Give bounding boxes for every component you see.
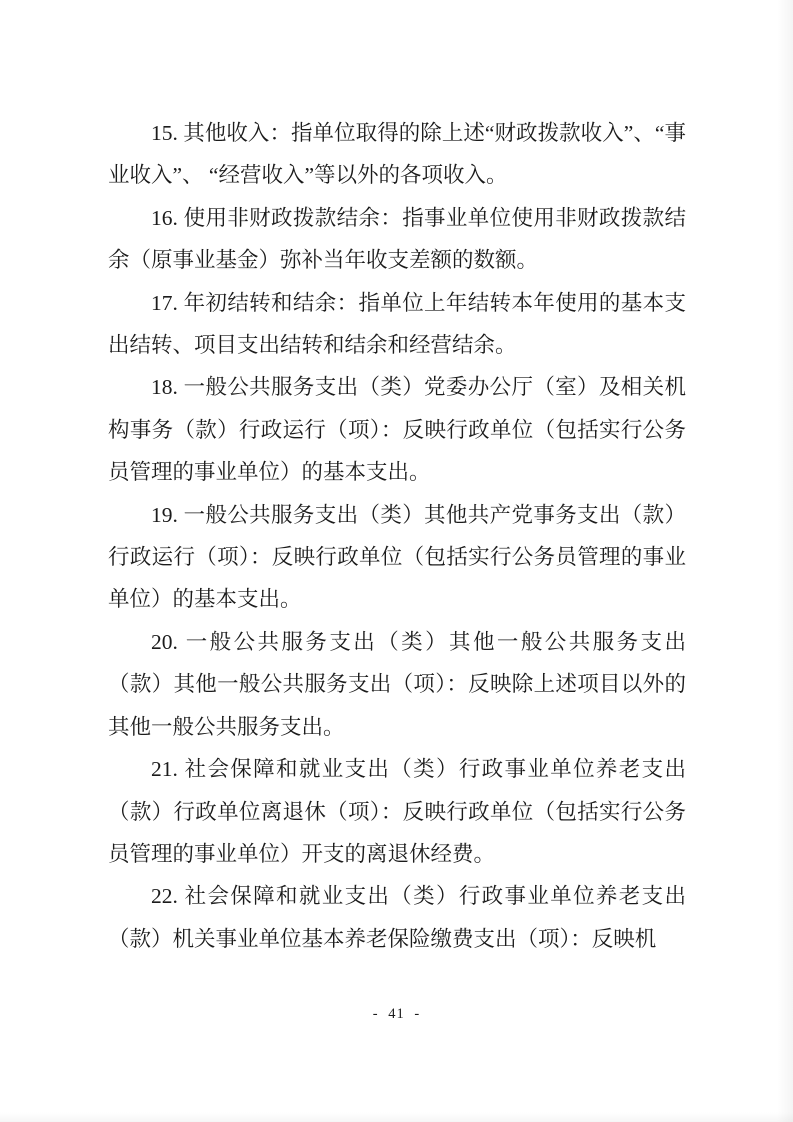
paragraph-item-18: 18. 一般公共服务支出（类）党委办公厅（室）及相关机构事务（款）行政运行（项）：反映行政单位（包括实行公务员管理的事业单位）的基本支出。	[108, 375, 686, 485]
scan-shadow-right	[777, 0, 793, 1122]
page-body	[108, 112, 686, 960]
paragraph-item-16: 16. 使用非财政拨款结余：指事业单位使用非财政拨款结余（原事业基金）弥补当年收支差额的数额。	[108, 205, 686, 273]
paragraph-item-19: 19. 一般公共服务支出（类）其他共产党事务支出（款）行政运行（项）：反映行政单位（包括实行公务员管理的事业单位）的基本支出。	[108, 502, 686, 612]
paragraph-item-20: 20. 一般公共服务支出（类）其他一般公共服务支出（款）其他一般公共服务支出（项）：反映除上述项目以外的其他一般公共服务支出。	[108, 629, 686, 739]
paragraph-item-17: 17. 年初结转和结余：指单位上年结转本年使用的基本支出结转、项目支出结转和结余和经营结余。	[108, 290, 686, 358]
page-number: - 41 -	[372, 1006, 421, 1022]
paragraph-item-21: 21. 社会保障和就业支出（类）行政事业单位养老支出（款）行政单位离退休（项）：反映行政单位（包括实行公务员管理的事业单位）开支的离退休经费。	[108, 757, 686, 866]
paragraph-item-22: 22. 社会保障和就业支出（类）行政事业单位养老支出（款）机关事业单位基本养老保险缴费支出（项）：反映机	[108, 884, 686, 951]
paragraph-item-15: 15. 其他收入：指单位取得的除上述“财政拨款收入”、“事业收入”、 “经营收入”等以外的各项收入。	[108, 121, 686, 188]
scan-shadow-bottom	[0, 1112, 793, 1122]
